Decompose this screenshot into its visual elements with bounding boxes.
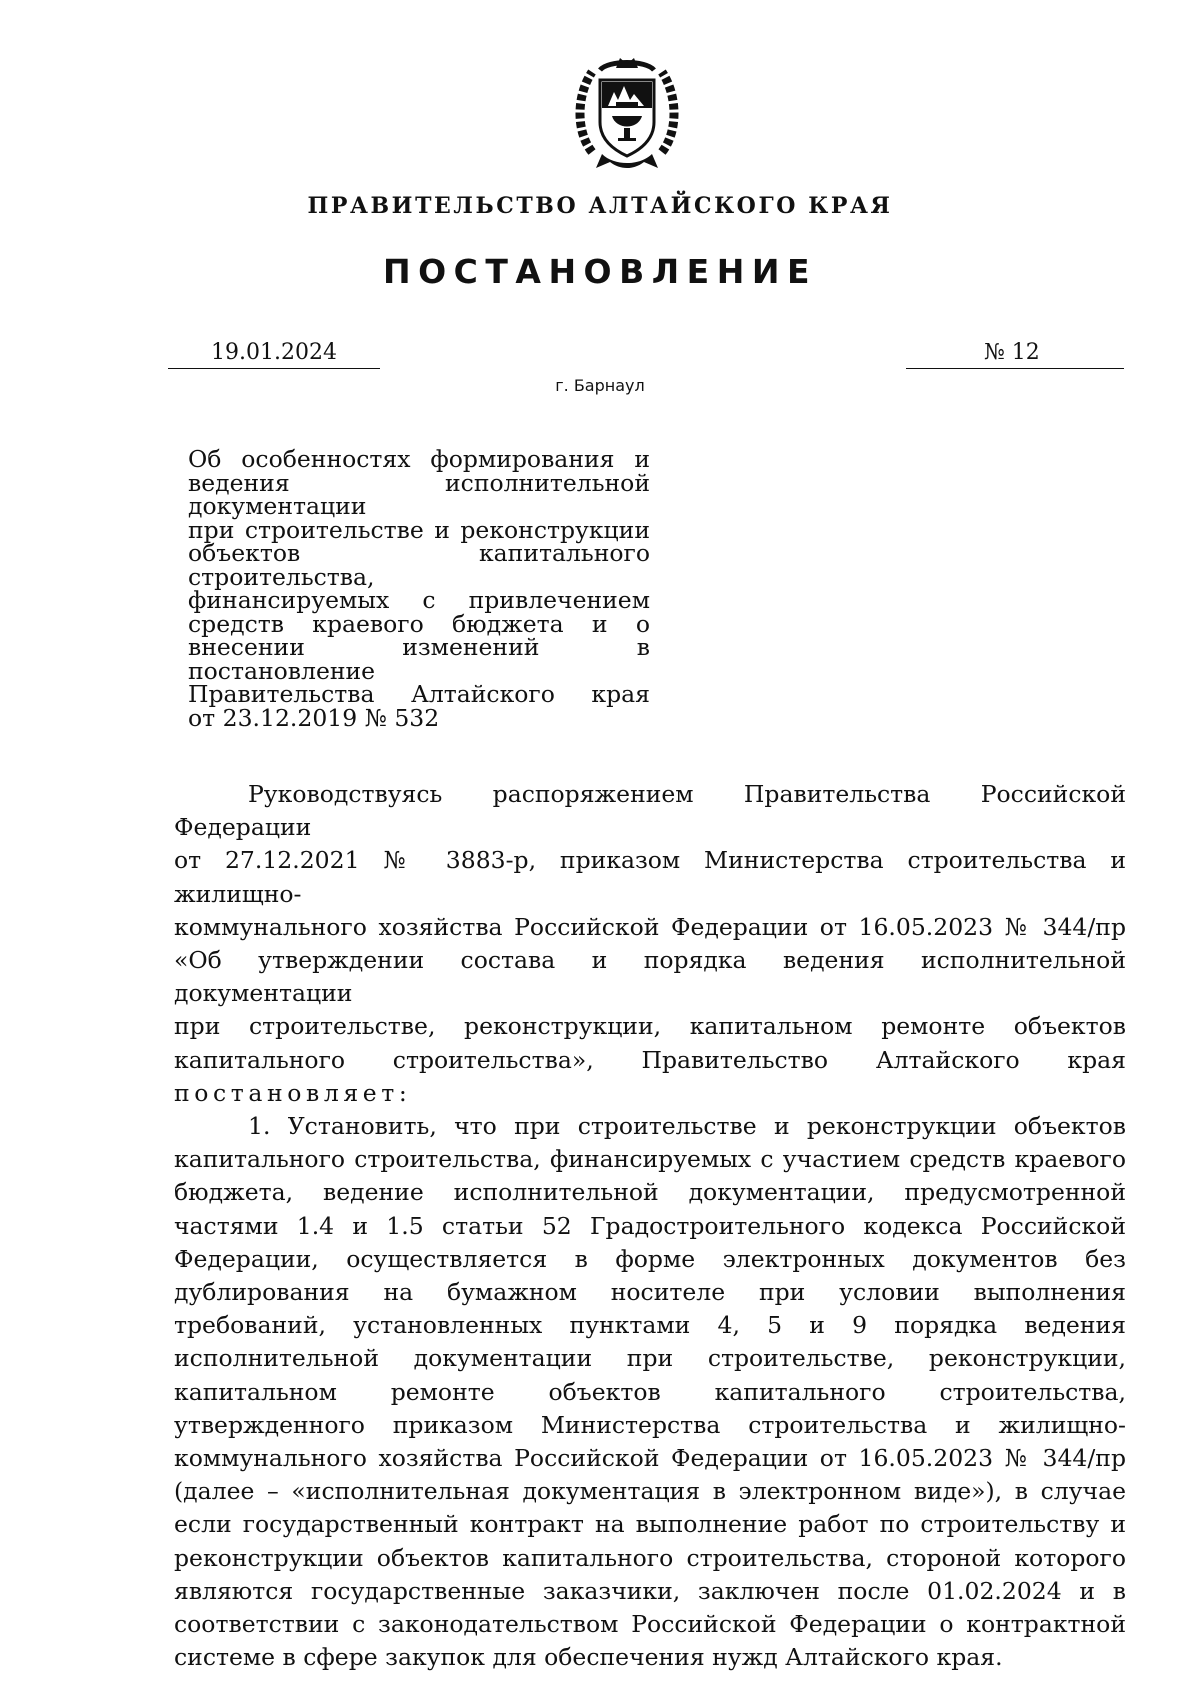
document-date: 19.01.2024: [168, 338, 380, 369]
subject-line: от 23.12.2019 № 532: [188, 703, 440, 732]
subject-line: финансируемых с привлечением: [188, 586, 650, 614]
document-city: г. Барнаул: [555, 376, 645, 395]
subject-line: средств краевого бюджета и о: [188, 609, 650, 638]
preamble-line: от 27.12.2021 № 3883-р, приказом Министерства строительства и жилищно-: [174, 846, 1126, 908]
altai-krai-coat-of-arms-icon: [572, 50, 682, 178]
document-subject: [188, 445, 650, 732]
subject-line: Правительства Алтайского края: [188, 680, 650, 708]
subject-line: при строительстве и реконструкции: [188, 515, 650, 544]
preamble-line: «Об утверждении состава и порядка ведения исполнительной документации: [174, 946, 1126, 1008]
subject-line: внесении изменений в постановление: [188, 633, 650, 685]
preamble-line: капитального строительства», Правительство Алтайского края: [174, 1045, 1126, 1074]
document-body: [174, 778, 1126, 1674]
document-number: № 12: [984, 340, 1040, 365]
subject-line: ведения исполнительной документации: [188, 468, 650, 520]
decree-word: постановляет:: [174, 1078, 412, 1107]
preamble-line: Руководствуясь распоряжением Правительства Российской Федерации: [174, 780, 1126, 842]
government-name: ПРАВИТЕЛЬСТВО АЛТАЙСКОГО КРАЯ: [307, 193, 893, 219]
preamble-line: при строительстве, реконструкции, капитальном ремонте объектов: [174, 1012, 1126, 1041]
preamble-line: коммунального хозяйства Российской Федерации от 16.05.2023 № 344/пр: [174, 912, 1126, 941]
subject-line: Об особенностях формирования и: [188, 445, 650, 473]
document-type-title: ПОСТАНОВЛЕНИЕ: [383, 252, 817, 291]
document-number-field: [906, 338, 1124, 369]
point-1-paragraph: 1. Установить, что при строительстве и реконструкции объектов капитального строительства, финансируемых с участием средств краевого бюджета, ведение исполнительной документации, предусмотренной частями 1.4 и 1.5 статьи 52 Градостроительного кодекса Российской Федерации, осуществляется в форме электронных документов без дублирования на бумажном носителе при условии выполнения требований, установленных пунктами 4, 5 и 9 порядка ведения исполнительной документации при строительстве, реконструкции, капитальном ремонте объектов капитального строительства, утвержденного приказом Министерства строительства и жилищно-коммунального хозяйства Российской Федерации от 16.05.2023 № 344/пр (далее – «исполнительная документация в электронном виде»), в случае если государственный контракт на выполнение работ по строительству и реконструкции объектов капитального строительства, стороной которого являются государственные заказчики, заключен после 01.02.2024 и в соответствии с законодательством Российской Федерации о контрактной системе в сфере закупок для обеспечения нужд Алтайского края.: [174, 1112, 1126, 1672]
subject-line: объектов капитального строительства,: [188, 539, 650, 591]
